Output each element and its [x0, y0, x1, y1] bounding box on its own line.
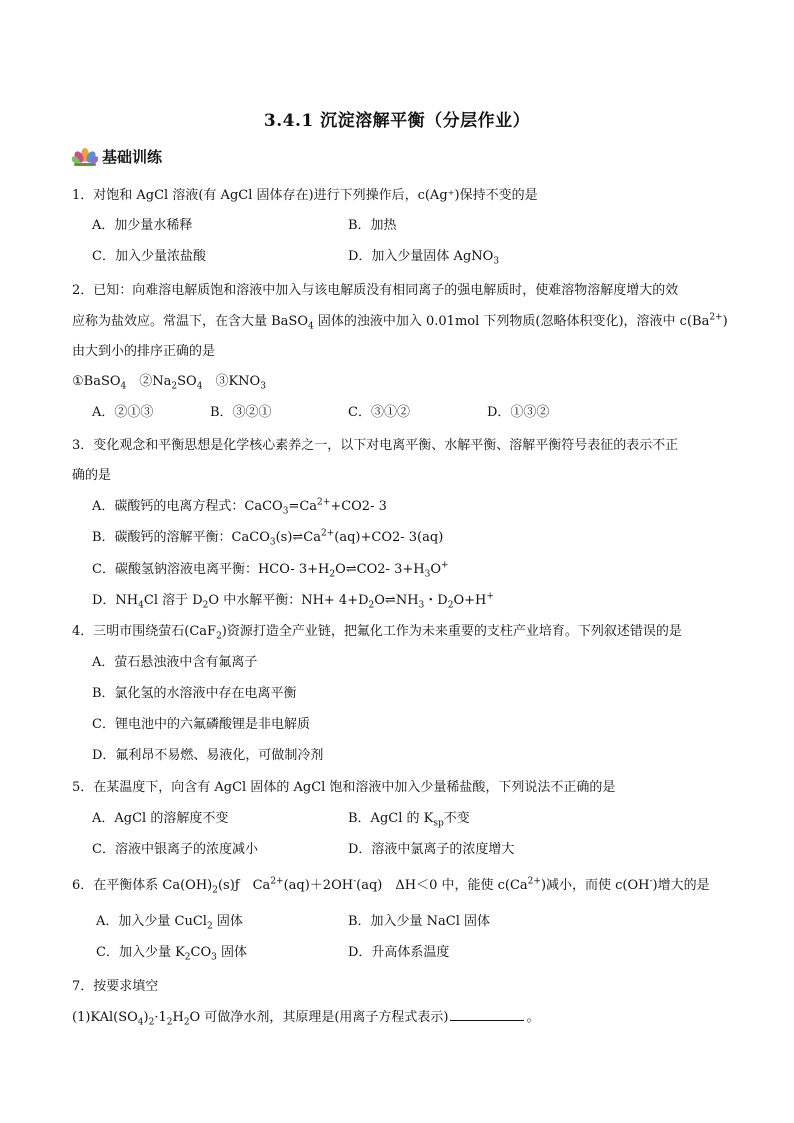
q4-stem: 4．三明市围绕萤石(CaF$_2$)资源打造全产业链，把氟化工作为未来重要的支柱产业培育。下列叙述错误的是: [72, 624, 682, 642]
q1-option-c: C．加入少量浓盐酸: [92, 249, 206, 264]
q5-option-d: D．溶液中氯离子的浓度增大: [348, 842, 515, 857]
q2-line-2: 应称为盐效应。常温下，在含大量 BaSO$_4$ 固体的浊液中加入 0.01mol 下列物质(忽略体积变化)，溶液中 $c(Ba^{2+})$: [72, 312, 728, 332]
q6-stem: 6．在平衡体系 $Ca(OH)_2(s)ƒ$ $Ca^{2+}(aq)+2OH^-(aq)$ ΔH＜0 中，能使 $c(Ca^{2+})$减小，而使 c(OH-)增大的是: [72, 876, 710, 896]
q1-option-b: B．加热: [348, 218, 397, 233]
q6-option-b: B．加入少量 NaCl 固体: [348, 914, 491, 929]
flower-icon: [72, 147, 98, 167]
q2-items: ①BaSO$_4$ $②Na_2SO_4$ $③KNO_3$: [72, 374, 266, 392]
q2-line-3: 由大到小的排序正确的是: [72, 344, 216, 359]
page-title: 3.4.1 沉淀溶解平衡（分层作业）: [263, 111, 531, 131]
q3-option-c: C．碳酸氢钠溶液电离平衡：HCO- $3+H_2O\rightleftharpoons CO2-$ $3+H_3O^+$: [92, 560, 449, 580]
q5-stem: 5．在某温度下，向含有 AgCl 固体的 AgCl 饱和溶液中加入少量稀盐酸，下列说法不正确的是: [72, 780, 616, 795]
q3-line-2: 确的是: [72, 468, 112, 483]
q2-option-a: A．②①③: [92, 405, 154, 420]
q3-option-d: D．$NH_4Cl$ 溶于 $D_2O$ 中水解平衡：$NH+ 4+D_2O\rightleftharpoons NH_3$・$D_2O+H^+$: [92, 591, 494, 611]
q5-option-b: B．AgCl 的 $K_{sp}$不变: [348, 811, 470, 829]
q3-line-1: 3．变化观念和平衡思想是化学核心素养之一，以下对电离平衡、水解平衡、溶解平衡符号表征的表示不正: [72, 438, 679, 453]
q2-option-c: C．③①②: [348, 405, 410, 420]
q7-part-1: $(1)KAl(SO_4)_2\cdot 1_2H_2O$ 可做净水剂，其原理是(用离子方程式表示) 。: [72, 1010, 540, 1028]
q4-option-a: A．萤石悬浊液中含有氟离子: [92, 655, 258, 670]
q4-option-d: D．氟利昂不易燃、易液化，可做制冷剂: [92, 748, 324, 763]
q2-option-d: D．①③②: [487, 405, 550, 420]
q2-option-b: B．③②①: [210, 405, 272, 420]
q3-option-a: A．碳酸钙的电离方程式：$CaCO_3=Ca^{2+}+CO2-$ 3: [92, 497, 387, 517]
q1-option-a: A．加少量水稀释: [92, 218, 193, 233]
q6-option-d: D．升高体系温度: [348, 945, 450, 960]
q3-option-b: B．碳酸钙的溶解平衡：$CaCO_3(s)\rightleftharpoons Ca^{2+}(aq)+CO2-$ 3(aq): [92, 528, 444, 548]
q5-option-c: C．溶液中银离子的浓度减小: [92, 842, 258, 857]
section-title: 基础训练: [102, 148, 163, 166]
q4-option-c: C．锂电池中的六氟磷酸锂是非电解质: [92, 717, 310, 732]
q4-option-b: B．氯化氢的水溶液中存在电离平衡: [92, 686, 297, 701]
q6-option-c: C．加入少量 $K_2CO_3$ 固体: [96, 945, 248, 963]
q6-option-a: A．加入少量 CuCl$_2$ 固体: [96, 914, 243, 932]
q5-option-a: A．AgCl 的溶解度不变: [92, 811, 229, 826]
q1-stem: 1．对饱和 AgCl 溶液(有 AgCl 固体存在)进行下列操作后，c(Ag⁺)保持不变的是: [72, 188, 538, 203]
section-header: [72, 146, 162, 167]
q2-line-1: 2．已知：向难溶电解质饱和溶液中加入与该电解质没有相同离子的强电解质时，使难溶物溶解度增大的效: [72, 283, 679, 298]
answer-blank[interactable]: [450, 1008, 524, 1021]
q7-stem: 7．按要求填空: [72, 979, 159, 994]
q1-option-d: D．加入少量固体 AgNO$_3$: [348, 249, 500, 267]
